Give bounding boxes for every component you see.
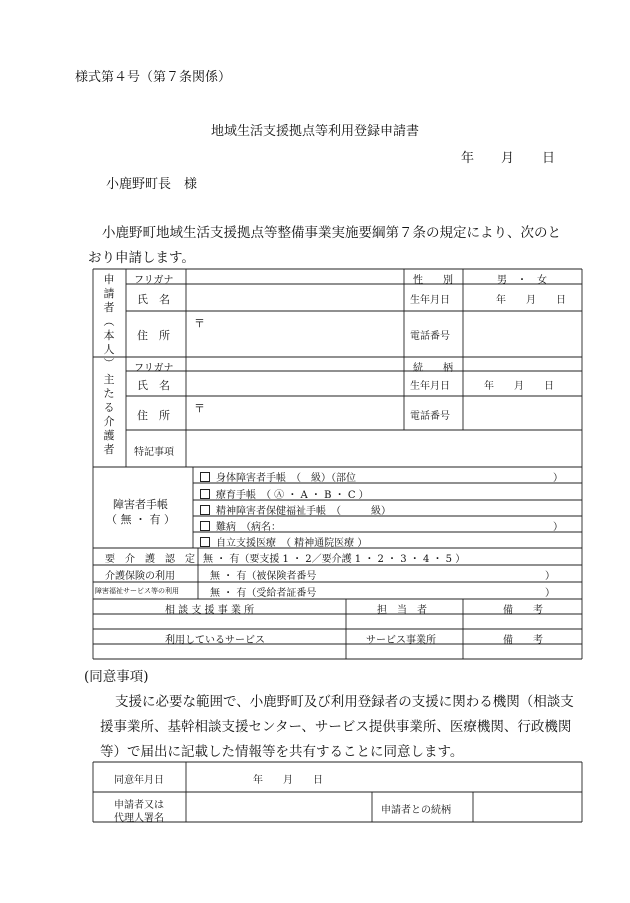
- consent-heading: (同意事項): [84, 669, 149, 685]
- applicant-gender-options[interactable]: 男 ・ 女: [497, 275, 547, 286]
- consent-line-3: 等）で届出に記載した情報等を共有することに同意します。: [100, 744, 464, 760]
- consent-date-fields[interactable]: 年 月 日: [253, 775, 323, 786]
- consult-person-header: 担 当 者: [377, 605, 427, 616]
- caregiver-birth-fields[interactable]: 年 月 日: [484, 381, 554, 392]
- intro-line-2: おり申請します。: [88, 250, 195, 266]
- handbook-item-mental[interactable]: 精神障害者保健福祉手帳 （ 級）: [200, 502, 391, 517]
- applicant-phone-label: 電話番号: [410, 331, 450, 342]
- caregiver-section-label: 主 た る 介 護 者: [103, 373, 115, 456]
- handbook-label: 障害者手帳: [113, 498, 168, 511]
- care-cert-label: 要 介 護 認 定: [105, 554, 195, 565]
- applicant-address-label: 住 所: [137, 329, 170, 342]
- form-number: 様式第４号（第７条関係）: [75, 70, 232, 85]
- checkbox-icon[interactable]: [200, 489, 210, 499]
- applicant-name-label: 氏 名: [137, 293, 170, 306]
- checkbox-icon[interactable]: [200, 537, 210, 547]
- care-insurance-close: ）: [545, 571, 555, 582]
- welfare-service-label: 障害福祉サービス等の利用: [95, 587, 179, 595]
- service-provider-header: サービス事業所: [366, 635, 436, 646]
- addressee: 小鹿野町長 様: [106, 177, 198, 192]
- caregiver-notes-label: 特記事項: [134, 447, 174, 458]
- applicant-postal-mark: 〒: [194, 317, 205, 330]
- caregiver-name-label: 氏 名: [137, 379, 170, 392]
- service-remarks-header: 備 考: [503, 635, 543, 646]
- checkbox-icon[interactable]: [200, 521, 210, 531]
- applicant-section-label: 申 請 者 ︵ 本 人 ︶: [103, 273, 115, 370]
- consult-remarks-header: 備 考: [503, 605, 543, 616]
- welfare-service-value[interactable]: 無 ・ 有（受給者証番号: [210, 588, 317, 599]
- signer-label-line-2: 代理人署名: [114, 813, 164, 824]
- handbook-item-self-support[interactable]: 自立支援医療 （ 精神通院医療 ）: [200, 534, 367, 549]
- caregiver-postal-mark: 〒: [194, 402, 205, 415]
- consult-office-header: 相 談 支 援 事 業 所: [165, 605, 255, 616]
- care-insurance-value[interactable]: 無 ・ 有（被保険者番号: [210, 571, 317, 582]
- caregiver-phone-label: 電話番号: [410, 411, 450, 422]
- date-day-label: 日: [542, 151, 556, 166]
- consent-line-2: 援事業所、基幹相談支援センター、サービス提供事業所、医療機関、行政機関: [100, 719, 572, 735]
- checkbox-icon[interactable]: [200, 505, 210, 515]
- date-year-label: 年: [461, 151, 475, 166]
- caregiver-address-label: 住 所: [137, 409, 170, 422]
- services-header: 利用しているサービス: [165, 635, 265, 646]
- welfare-service-close: ）: [545, 588, 555, 599]
- handbook-item-physical[interactable]: 身体障害者手帳 （ 級）（部位: [200, 469, 356, 484]
- handbook-item-intractable-close: ）: [553, 522, 563, 533]
- document-title: 地域生活支援拠点等利用登録申請書: [210, 124, 419, 139]
- intro-line-1: 小鹿野町地域生活支援拠点等整備事業実施要綱第７条の規定により、次のと: [102, 225, 561, 241]
- relation-to-applicant-label: 申請者との続柄: [381, 805, 451, 816]
- applicant-birth-label: 生年月日: [410, 295, 450, 306]
- consent-line-1: 支援に必要な範囲で、小鹿野町及び利用登録者の支援に関わる機関（相談支: [115, 694, 574, 710]
- applicant-birth-fields[interactable]: 年 月 日: [496, 295, 566, 306]
- care-insurance-label: 介護保険の利用: [105, 571, 175, 582]
- checkbox-icon[interactable]: [200, 472, 210, 482]
- handbook-presence[interactable]: （ 無 ・ 有 ）: [106, 513, 175, 526]
- date-month-label: 月: [501, 151, 515, 166]
- signer-label-line-1: 申請者又は: [114, 800, 164, 811]
- caregiver-birth-label: 生年月日: [410, 381, 450, 392]
- handbook-item-rehab[interactable]: 療育手帳 （ Ⓐ ・ A ・ B ・ C ）: [200, 486, 369, 501]
- applicant-gender-label: 性 別: [413, 275, 453, 286]
- handbook-item-intractable[interactable]: 難病 （病名：: [200, 518, 281, 533]
- caregiver-furigana-label: フリガナ: [134, 363, 174, 374]
- applicant-furigana-label: フリガナ: [134, 275, 174, 286]
- caregiver-relation-label: 続 柄: [413, 363, 453, 374]
- consent-date-label: 同意年月日: [114, 775, 164, 786]
- care-cert-value[interactable]: 無 ・ 有（要支援 1 ・ 2／要介護 1 ・ 2 ・ 3 ・ 4 ・ 5 ）: [203, 554, 466, 565]
- handbook-item-physical-close: ）: [553, 473, 563, 484]
